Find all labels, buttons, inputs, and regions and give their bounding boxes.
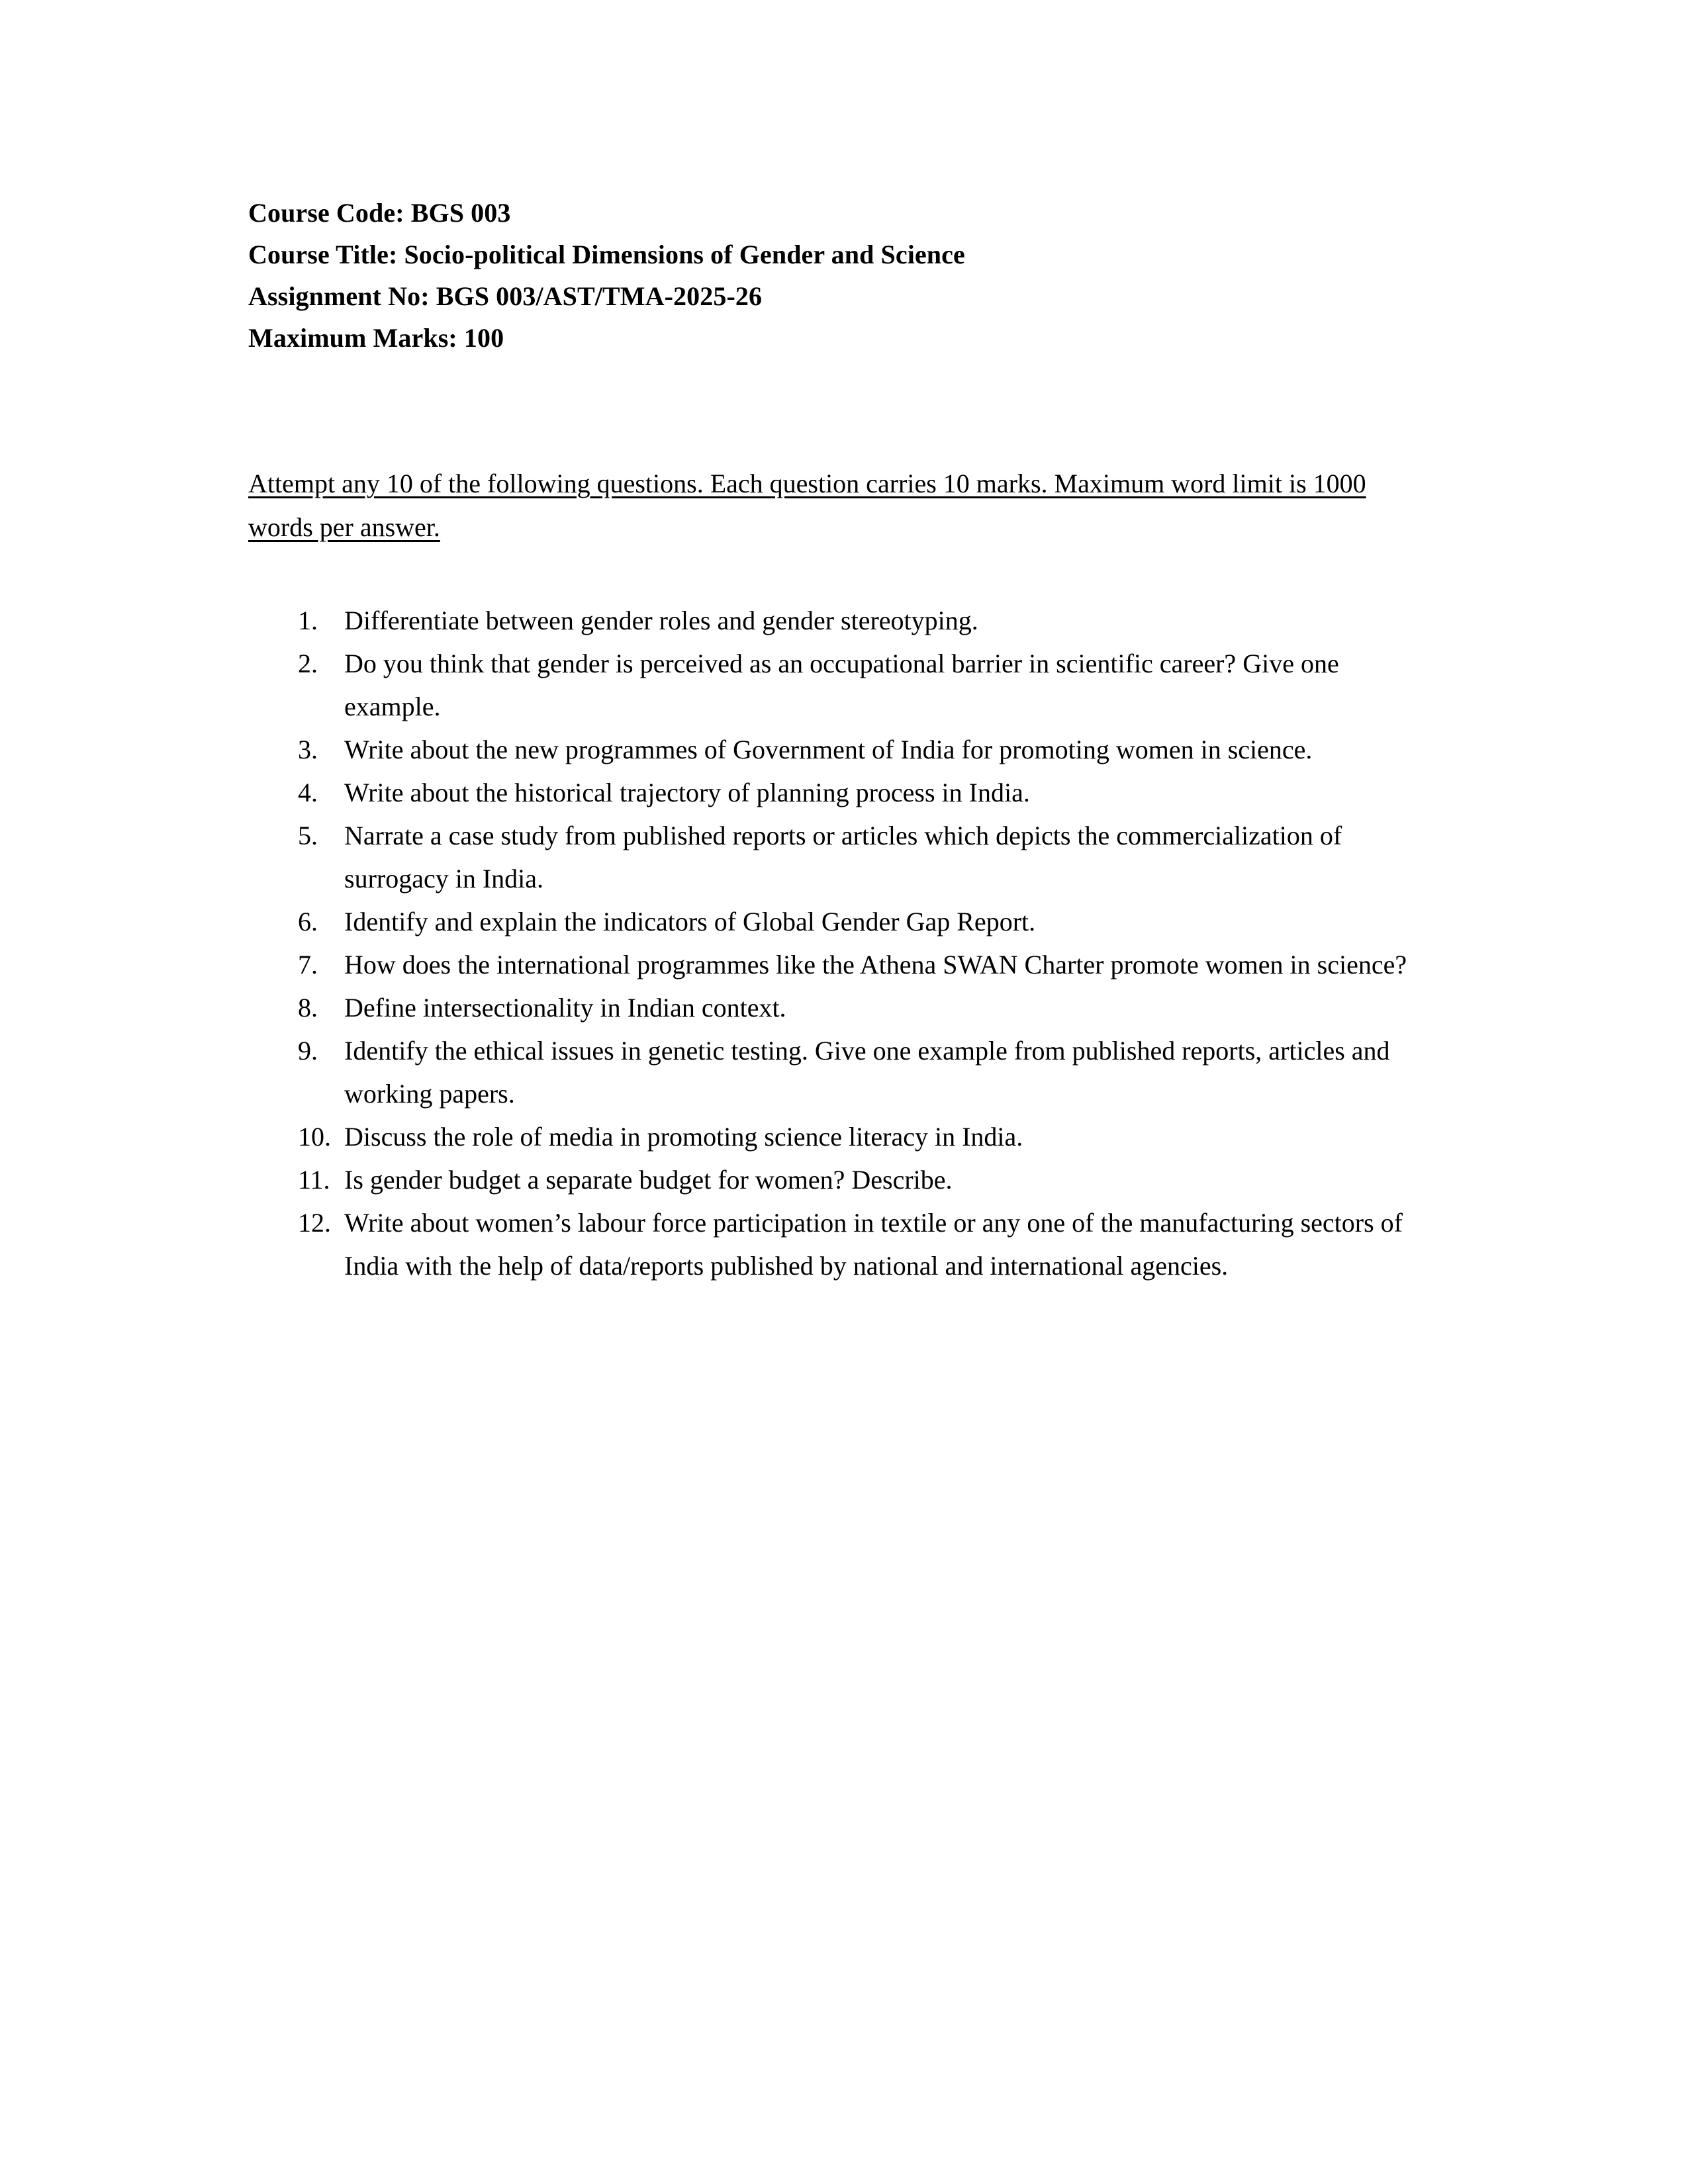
list-item xyxy=(248,599,1433,642)
list-item-text: Define intersectionality in Indian context. xyxy=(344,993,786,1023)
course-title-line: Course Title: Socio-political Dimensions of Gender and Science xyxy=(248,240,965,269)
list-item xyxy=(248,771,1433,814)
list-item xyxy=(248,1115,1433,1158)
list-item-number: 3. xyxy=(298,735,318,764)
list-item-text: Write about the historical trajectory of planning process in India. xyxy=(344,778,1030,807)
list-item xyxy=(248,1201,1433,1287)
assignment-header xyxy=(248,192,1433,359)
list-item-text: Identify and explain the indicators of Global Gender Gap Report. xyxy=(344,907,1036,936)
list-item-number: 7. xyxy=(298,950,318,979)
list-item-text: Write about the new programmes of Government of India for promoting women in science. xyxy=(344,735,1313,764)
list-item-number: 1. xyxy=(298,606,318,635)
list-item xyxy=(248,1029,1433,1115)
list-item-number: 6. xyxy=(298,907,318,936)
list-item xyxy=(248,943,1433,986)
assignment-no-line: Assignment No: BGS 003/AST/TMA-2025-26 xyxy=(248,281,763,311)
question-list xyxy=(248,599,1433,1287)
list-item xyxy=(248,900,1433,943)
list-item xyxy=(248,728,1433,771)
list-item xyxy=(248,642,1433,728)
list-item-text: Differentiate between gender roles and gender stereotyping. xyxy=(344,606,978,635)
course-code-line: Course Code: BGS 003 xyxy=(248,198,511,228)
instruction-text: Attempt any 10 of the following questions. Each question carries 10 marks. Maximum word limit is 1000 words per answer. xyxy=(248,469,1366,542)
list-item-number: 12. xyxy=(298,1208,331,1238)
list-item xyxy=(248,986,1433,1029)
list-item-text: Identify the ethical issues in genetic testing. Give one example from published reports, articles and working papers. xyxy=(344,1036,1390,1109)
maximum-marks-line: Maximum Marks: 100 xyxy=(248,323,504,353)
list-item-text: How does the international programmes like the Athena SWAN Charter promote women in science? xyxy=(344,950,1407,979)
list-item xyxy=(248,1158,1433,1201)
list-item-number: 9. xyxy=(298,1036,318,1066)
list-item-number: 10. xyxy=(298,1122,331,1152)
list-item-number: 11. xyxy=(298,1165,330,1195)
list-item-text: Discuss the role of media in promoting science literacy in India. xyxy=(344,1122,1023,1152)
list-item-text: Do you think that gender is perceived as an occupational barrier in scientific career? Give one example. xyxy=(344,649,1339,721)
list-item-text: Narrate a case study from published reports or articles which depicts the commercialization of surrogacy in India. xyxy=(344,821,1342,893)
list-item-number: 2. xyxy=(298,649,318,678)
list-item-number: 4. xyxy=(298,778,318,807)
list-item-text: Write about women’s labour force participation in textile or any one of the manufacturing sectors of India with the help of data/reports published by national and international agencies. xyxy=(344,1208,1403,1281)
instruction-paragraph xyxy=(248,462,1433,549)
list-item-text: Is gender budget a separate budget for women? Describe. xyxy=(344,1165,953,1195)
list-item-number: 8. xyxy=(298,993,318,1023)
list-item xyxy=(248,814,1433,900)
list-item-number: 5. xyxy=(298,821,318,850)
